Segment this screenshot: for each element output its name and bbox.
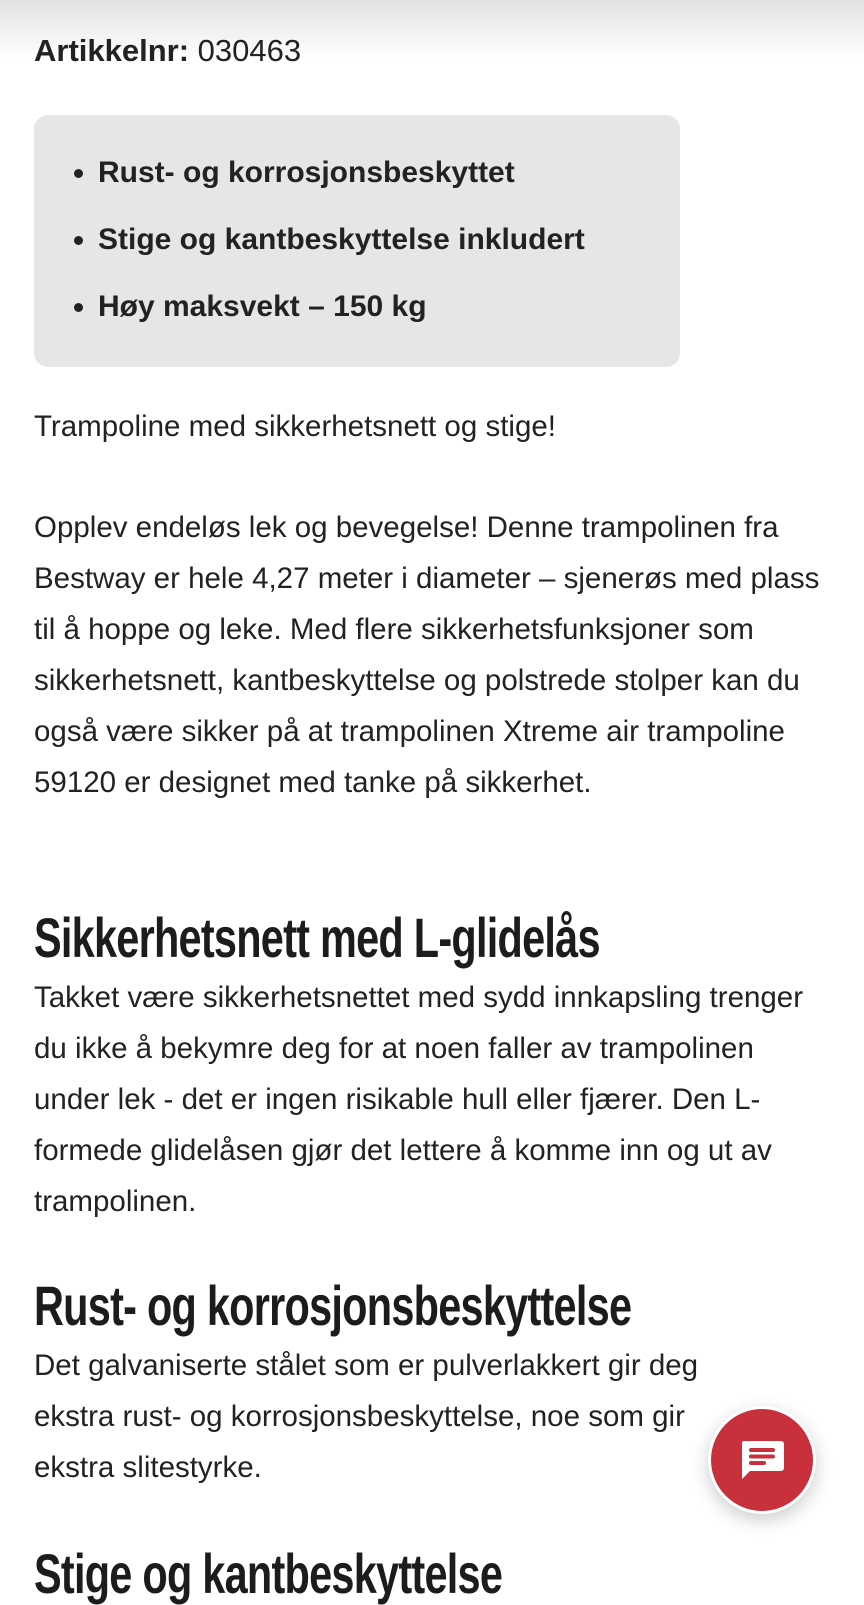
highlights-box [34,115,680,367]
intro-text: Trampoline med sikkerhetsnett og stige! [34,410,556,443]
section-heading: Rust- og korrosjonsbeskyttelse [34,1274,632,1337]
section-text: Takket være sikkerhetsnettet med sydd innkapsling trenger du ikke å bekymre deg for at noen faller av trampolinen under lek - det er ingen risikable hull eller fjærer. Den L-formede glidelåsen gjør det lettere å komme inn og ut av trampolinen. [34,981,804,1218]
highlight-item: • Rust- og korrosjonsbeskyttet [98,139,680,206]
section-heading: Sikkerhetsnett med L-glidelås [34,906,600,969]
section-heading: Stige og kantbeskyttelse [34,1542,503,1605]
highlight-item: • Stige og kantbeskyttelse inkludert [98,206,680,273]
article-number: Artikkelnr: 030463 [34,33,302,68]
chat-button[interactable] [708,1406,816,1514]
chat-icon [739,1439,785,1481]
section-text: Det galvaniserte stålet som er pulverlakkert gir deg ekstra rust- og korrosjonsbeskyttelse, noe som gir ekstra slitestyrke. [34,1349,699,1484]
description-text: Opplev endeløs lek og bevegelse! Denne trampolinen fra Bestway er hele 4,27 meter i diameter – sjenerøs med plass til å hoppe og leke. Med flere sikkerhetsfunksjoner som sikkerhetsnett, kantbeskyttelse og polstrede stolper kan du også være sikker på at trampolinen Xtreme air trampoline 59120 er designet med tanke på sikkerhet. [34,511,820,799]
highlight-item: • Høy maksvekt – 150 kg [98,273,680,340]
